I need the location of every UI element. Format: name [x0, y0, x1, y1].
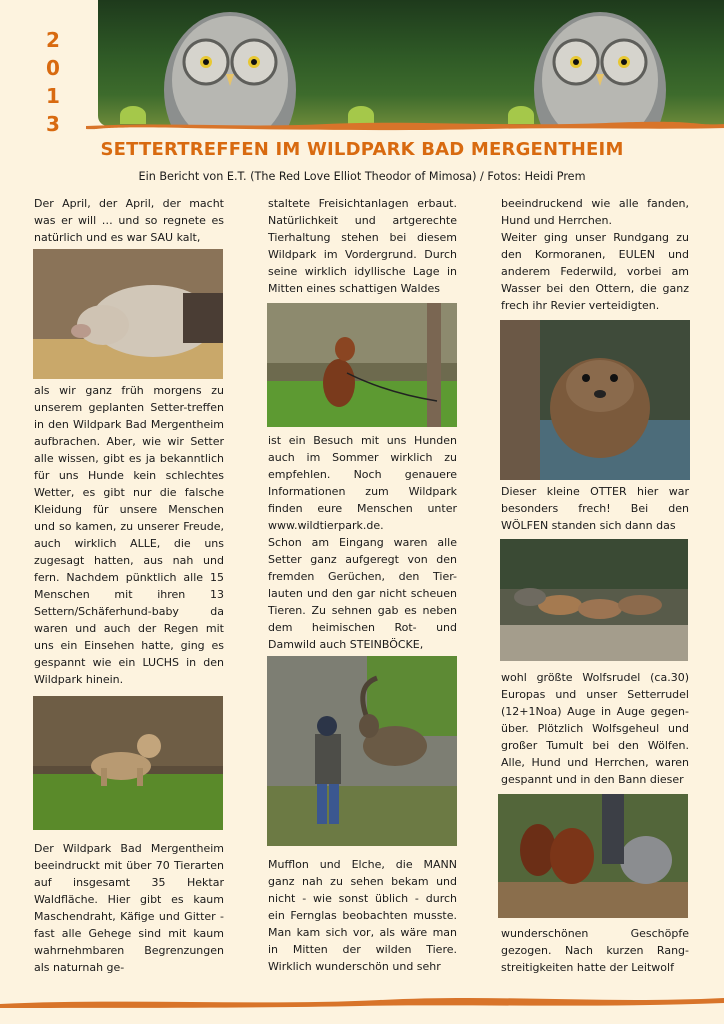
col3-text-block: [501, 195, 689, 314]
col1-text-block: [34, 195, 224, 246]
paragraph: staltete Freisichtanlagen erbaut. Natürlichkeit und artgerechte Tierhaltung stehen bei diesem Wildpark im Vordergrund. Durch seine wirklich idyllische Lage in Mitten eines schattigen Waldes: [268, 197, 457, 295]
article-title: SETTERTREFFEN IM WILDPARK BAD MERGENTHEIM: [100, 139, 624, 160]
header-banner-photo: [98, 0, 724, 126]
paragraph: Der April, der April, der macht was er will … und so regnete es natürlich und es war SAU kalt,: [34, 197, 224, 244]
paragraph: ist ein Besuch mit uns Hunden auch im Sommer wirklich zu empfehlen. Noch genauere Informationen zum Wildpark finden eure Menschen unter www.wildtierpark.de.: [268, 434, 457, 532]
paragraph: Schon am Eingang waren alle Setter ganz aufgeregt von den fremden Gerüchen, den Tier-lauten und den gar nicht scheuen Tieren. Zu sehnen gab es neben dem heimischen Rot- und Damwild auch STEINBÖCKE,: [268, 536, 457, 651]
owl-image-left: [160, 0, 300, 126]
col2-text-block: [268, 195, 457, 297]
paragraph: Dieser kleine OTTER hier war besonders frech! Bei den WÖLFEN standen sich dann das: [501, 485, 689, 532]
col2-text-block: [268, 432, 457, 654]
wolves-photo: [500, 539, 688, 661]
otter-photo: [500, 320, 690, 480]
footer-brush-line: [0, 992, 724, 1012]
paragraph: Weiter ging unser Rundgang zu den Kormoranen, EULEN und anderem Federwild, vorbei am Wasser bei den Ottern, die ganz frech ihr Revier verteidigten.: [501, 231, 689, 312]
paragraph: Mufflon und Elche, die MANN ganz nah zu sehen bekam und nicht - wie sonst üblich - durch ein Fernglas beobachten musste. Man kam sich vor, als wäre man in Mitten der wilden Tiere. Wirklich wunderschön und sehr: [268, 858, 457, 973]
year-digit: 1: [46, 84, 60, 108]
col1-text-block: [34, 382, 224, 688]
year-digit: 0: [46, 56, 60, 80]
year-digit: 2: [46, 28, 60, 52]
pig-photo: [33, 249, 223, 379]
owl-image-right: [530, 0, 670, 126]
paragraph: wohl größte Wolfsrudel (ca.30) Europas und unser Setterrudel (12+1Noa) Auge in Auge gegen-über. Plötzlich Wolfsgeheul und großer Tumult bei den Wölfen. Alle, Hund und Herrchen, waren gespannt und in den Bann dieser: [501, 671, 689, 786]
col2-text-block: [268, 856, 457, 975]
paragraph: Der Wildpark Bad Mergentheim beeindruckt mit über 70 Tierarten auf insgesamt 35 Hektar Waldfläche. Hier gibt es kaum Maschendraht, Käfige und Gitter - fast alle Gehege sind mit kaum wahrnehmbaren Begrenzungen als naturnah ge-: [34, 842, 224, 974]
lynx-photo: [33, 696, 223, 830]
ibex-photo: [267, 656, 457, 846]
paragraph: als wir ganz früh morgens zu unserem geplanten Setter-treffen in den Wildpark Bad Mergentheim aufbrachen. Aber, wie wir Setter alle wissen, gibt es ja bekanntlich für uns Hunde kein schlechtes Wetter, es gibt nur die falsche Kleidung für unsere Menschen und so kamen, zu unserer Freude, auch wirklich ALLE, die uns zugesagt hatten, aus nah und fern. Nachdem pünktlich alle 15 Menschen mit ihren 13 Settern/Schäferhund-baby da waren und auch der Regen mit uns ein Einsehen hatte, ging es gespannt wie ein LUCHS in den Wildpark hinein.: [34, 384, 224, 686]
col1-text-block: [34, 840, 224, 976]
paragraph: wunderschönen Geschöpfe gezogen. Nach kurzen Rang-streitigkeiten hatte der Leitwolf: [501, 927, 689, 974]
year-digit: 3: [46, 112, 60, 136]
article-subtitle: Ein Bericht von E.T. (The Red Love Elliot Theodor of Mimosa) / Fotos: Heidi Prem: [138, 170, 586, 183]
col3-text-block: [501, 925, 689, 976]
brush-divider: [86, 118, 724, 132]
paragraph: beeindruckend wie alle fanden, Hund und Herrchen.: [501, 197, 689, 227]
setters-photo: [498, 794, 688, 918]
col3-text-block: [501, 669, 689, 788]
setter-dog-photo: [267, 303, 457, 427]
year-vertical: [40, 26, 66, 138]
col3-text-block: [501, 483, 689, 534]
